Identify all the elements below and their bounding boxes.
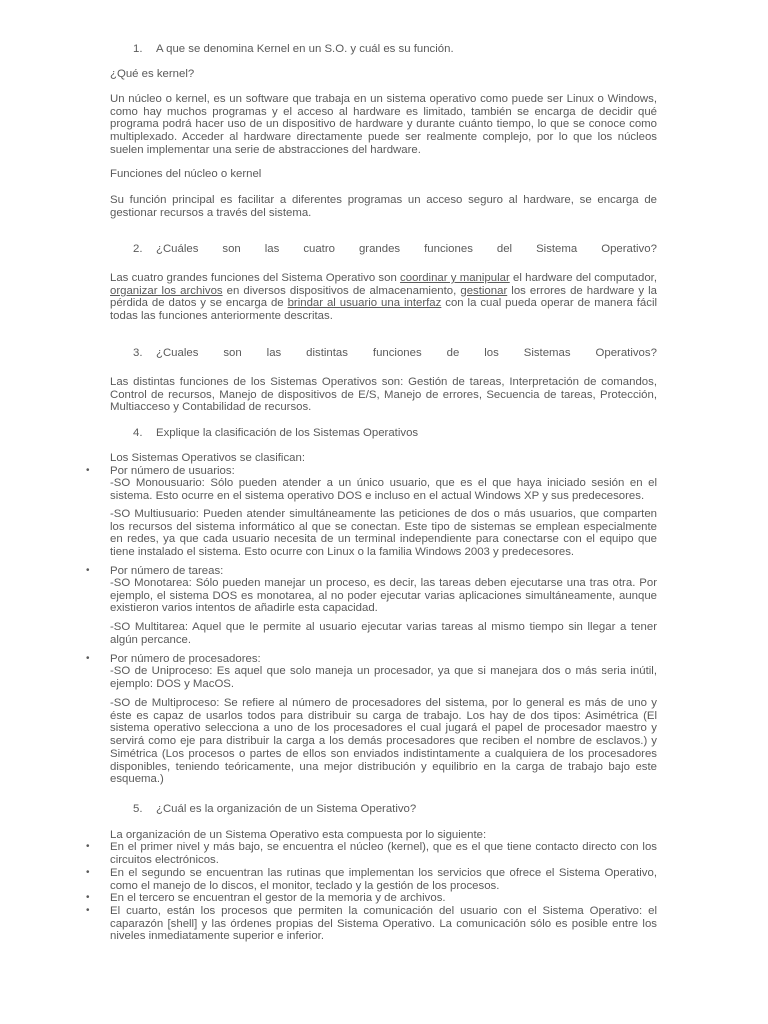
bullet-icon: • [86,905,90,916]
word: funciones [372,347,422,359]
word: Operativo? [601,243,657,255]
text: los errores de hardware y la pérdida de datos y se encarga de [110,284,657,310]
paragraph: Su función principal es facilitar a diferentes programas un acceso seguro al hardware, se encarga de gestionar recursos a través del sistema. [110,194,657,219]
paragraph [110,272,657,323]
word: Sistemas [523,347,571,359]
list-item-heading: Por número de procesadores: [110,653,261,665]
list-intro: La organización de un Sistema Operativo esta compuesta por lo siguiente: [110,829,487,841]
subheading: ¿Qué es kernel? [110,68,195,80]
word: Sistema [536,243,578,255]
underlined-text: gestionar [460,284,508,297]
text: con la cual pueda operar de manera fácil todas las funciones anteriormente descritas. [110,297,658,323]
question-heading: Explique la clasificación de los Sistemas Operativos [156,427,419,439]
paragraph: -SO de Uniproceso: Es aquel que solo maneja un procesador, ya que si manejara dos o más seria inútil, ejemplo: DOS y MacOS. [110,665,657,690]
list-item: En el primer nivel y más bajo, se encuentra el núcleo (kernel), que es el que tiene contacto directo con los circuitos electrónicos. [110,841,657,866]
subheading: Funciones del núcleo o kernel [110,168,262,180]
word: distintas [306,347,348,359]
word: los [484,347,499,359]
underlined-text: brindar al usuario una interfaz [287,297,442,310]
bullet-icon: • [86,867,90,878]
paragraph: Un núcleo o kernel, es un software que trabaja en un sistema operativo como puede ser Linux o Windows, como hay muchos programas y el acceso al hardware es limitado, también se encarga de decidir qué programa podrá hacer uso de un dispositivo de hardware y durante cuánto tiempo, lo que se conoce como multiplexado. Acceder al hardware directamente puede ser realmente complejo, por lo que los núcleos suelen implementar una serie de abstracciones del hardware. [110,93,657,156]
question-heading: A que se denomina Kernel en un S.O. y cuál es su función. [156,43,454,55]
word: del [496,243,513,255]
list-item-heading: Por número de tareas: [110,565,224,577]
bullet-icon: • [86,653,90,664]
question-number: 5. [133,803,143,815]
text: en diversos dispositivos de almacenamiento, [222,284,461,297]
paragraph: -SO Monousuario: Sólo pueden atender a un único usuario, que es el que haya iniciado sesión en el sistema. Esto ocurre en el sistema operativo DOS e incluso en el actual Windows XP y sus predecesores. [110,477,657,502]
word: funciones [424,243,473,255]
paragraph: -SO Multiusuario: Pueden atender simultáneamente las peticiones de dos o más usuarios, que comparten los recursos del sistema informático al que se conectan. Este tipo de sistemas se emplean especialmente en redes, ya que cada usuario necesita de un terminal independiente para conectarse con el equipo que tiene instalado el sistema. Esto ocurre con Linux o la familia Windows 2003 y predecesores. [110,508,657,559]
word: son [223,347,242,359]
underlined-text: organizar los archivos [110,284,223,297]
paragraph: -SO Monotarea: Sólo pueden manejar un proceso, es decir, las tareas deben ejecutarse una tras otra. Por ejemplo, el sistema DOS es monotarea, al no poder ejecutar varias aplicaciones simultáneamente, aunque existieron varios intentos de añadirle esta capacidad. [110,577,657,615]
list-item: En el tercero se encuentran el gestor de la memoria y de archivos. [110,892,446,904]
question-heading: ¿Cuál es la organización de un Sistema Operativo? [156,803,417,815]
list-item: El cuarto, están los procesos que permiten la comunicación del usuario con el Sistema Operativo: el caparazón [shell] y las órdenes propias del Sistema Operativo. La comunicación sólo es posible entre los niveles inmediatamente superior e inferior. [110,905,657,943]
text: Las cuatro grandes funciones del Sistema Operativo son [110,272,401,284]
text: el hardware del computador, [509,272,657,284]
word: cuatro [303,243,335,255]
word: Operativos? [595,347,657,359]
word: las [266,347,282,359]
bullet-icon: • [86,565,90,576]
word: son [222,243,241,255]
question-heading [156,243,657,256]
bullet-icon: • [86,465,90,476]
question-number: 3. [133,347,143,359]
list-item-heading: Por número de usuarios: [110,465,235,477]
list-intro: Los Sistemas Operativos se clasifican: [110,452,305,464]
question-number: 1. [133,43,143,55]
bullet-icon: • [86,892,90,903]
underlined-text: coordinar y manipular [400,272,510,284]
word: de [446,347,460,359]
word: ¿Cuales [156,347,199,359]
question-number: 4. [133,427,143,439]
question-number: 2. [133,243,143,255]
paragraph: Las distintas funciones de los Sistemas Operativos son: Gestión de tareas, Interpretación de comandos, Control de recursos, Manejo de dispositivos de E/S, Manejo de errores, Secuencia de tareas, Protección, Multiacceso y Contabilidad de recursos. [110,376,657,414]
word: las [264,243,280,255]
word: grandes [358,243,401,255]
question-heading [156,347,657,360]
paragraph: -SO Multitarea: Aquel que le permite al usuario ejecutar varias tareas al mismo tiempo sin llegar a tener algún percance. [110,621,657,646]
bullet-icon: • [86,841,90,852]
word: ¿Cuáles [156,243,199,255]
paragraph: -SO de Multiproceso: Se refiere al número de procesadores del sistema, por lo general es más de uno y éste es capaz de usarlos todos para distribuir su carga de trabajo. Los hay de dos tipos: Asimétrica (El sistema operativo selecciona a uno de los procesadores el cual jugará el papel de procesador maestro y servirá como eje para distribuir la carga a los demás procesadores que reciben el nombre de esclavos.) y Simétrica (Los procesos o partes de ellos son enviados indistintamente a cualquiera de los procesadores disponibles, teniendo teóricamente, una mejor distribución y equilibrio en la carga de trabajo bajo este esquema.) [110,697,657,786]
list-item: En el segundo se encuentran las rutinas que implementan los servicios que ofrece el Sistema Operativo, como el manejo de lo discos, el monitor, teclado y la gestión de los procesos. [110,867,657,892]
